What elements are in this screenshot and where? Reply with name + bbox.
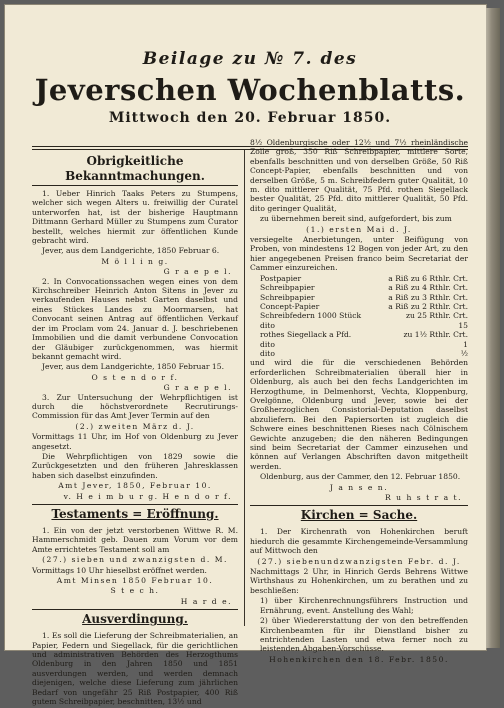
price-item: Concept-Papier	[260, 301, 320, 311]
church-meeting: Nachmittags 2 Uhr, in Hinrich Gerds Behrens Wittwe Wirthshaus zu Hohenkirchen, um zu berathen und zu beschließen:	[250, 567, 468, 595]
supplement-line: Beilage zu № 7. des	[142, 49, 358, 69]
testament-place: Amt Minsen 1850 Februar 10.	[56, 576, 214, 586]
auction-continued: 8½ Oldenburgische oder 12½ und 7½ rheinländische Zolle groß, 350 Riß Schreibpapier, mittlere Sorte, ebenfalls beschnitten und von derselben Größe, 50 Riß Concept-Papier, ebenfalls beschnitten und von derselben Größe, 5 m. Schreibfedern guter Qualität, 10 m. dito mittlerer Qualität, 75 Pfd. rothen Siegellack bester Qualität, 25 Pfd. dito mittlerer Qualität, 50 Pfd. dito geringer Qualität,	[250, 138, 468, 213]
date-line: (1.) ersten Mai d. J.	[306, 224, 412, 234]
auction-delivery: und wird die für die verschiedenen Behörden erforderlichen Schreibmaterialien überall hier in Oldenburg, als auch bei den fechs Landgerichten im Herzogthume, in Delmenhorst, Vechta, Kloppenburg, Ovelgönne, Oldenburg und Jever, sowie bei der Großherzoglichen Consistorial-Deputation daselbst abzuliefern. Bei den Papiersorten ist zugleich die Schwere eines beschnittenen Rieses nach Cölnischem Gewichte anzugeben; die den näheren Bedingungen sind beim Secretariat der Cammer einzusehen und können auf Verlangen Abschriften davon mitgetheilt werden.	[250, 358, 468, 471]
signature: R u h s t r a t.	[385, 493, 462, 503]
signature: G r a e p e l.	[163, 267, 232, 277]
price-row	[250, 321, 468, 330]
price-row	[250, 283, 468, 292]
price-item: dito	[260, 320, 275, 330]
price-row	[250, 349, 468, 358]
price-row	[250, 311, 468, 320]
church-notice: 1. Der Kirchenrath von Hohenkirchen beruft hiedurch die gesammte Kirchengemeinde-Versammlung auf Mittwoch den	[250, 527, 468, 556]
page-edge-shadow	[486, 8, 500, 648]
section-rule	[250, 505, 468, 506]
signature: v. H e i m b u r g. H e n d o r f.	[63, 491, 232, 501]
signature: G r a e p e l.	[163, 383, 232, 393]
price-item: Postpapier	[260, 273, 302, 283]
section-heading-testament: Testaments = Eröffnung.	[51, 507, 219, 521]
column-divider	[244, 150, 245, 626]
signature: O s t e n d o r f.	[91, 372, 179, 382]
price-value: a Riß zu 6 Rthlr. Crt.	[388, 273, 468, 283]
agenda-item: 1) über Kirchenrechnungsführers Instruction und Ernährung, event. Anstellung des Wahl;	[260, 596, 468, 615]
signature: M ö l l i n g.	[101, 256, 169, 266]
official-notice-3-detail: Die Wehrpflichtigen von 1829 sowie die Zurückgesetzten und den früheren Jahresklassen haben sich daselbst einzufinden.	[32, 451, 238, 480]
testament-time: Vormittags 10 Uhr hieselbst eröffnet werden.	[32, 565, 207, 575]
agenda-item: 2) über Wiedererstattung der von den betreffenden Kirchenbeamten für ihr Dienstland bisher zu entrichtenden Lasten und etwa ferner noch zu leistenden Abgaben-Vorschüsse.	[260, 616, 468, 654]
price-value: 15	[458, 320, 468, 330]
signature: H a r d e.	[180, 596, 232, 606]
price-item: rothes Siegellack a Pfd.	[260, 330, 352, 340]
price-value: 1	[463, 339, 468, 349]
section-heading-official: Obrigkeitliche Bekanntmachungen.	[32, 154, 238, 186]
left-column	[32, 152, 238, 708]
auction-notice: 1. Es soll die Lieferung der Schreibmaterialien, an Papier, Federn und Siegellack, für die gerichtlichen und administrativen Behörden des Herzogthums Oldenburg in den Jahren 1850 und 1851 ausverdungen werden, und werden demnach diejenigen, welche diese Lieferung zum jährlichen Bedarf von ungefähr 25 Riß Postpapier, 400 Riß gutem Schreibpapier, beschnitten, 13½ und	[32, 631, 238, 707]
price-value: zu 25 Rthlr. Crt.	[406, 311, 468, 321]
price-row	[250, 293, 468, 302]
date-line: (2.) zweiten März d. J.	[75, 421, 195, 431]
price-item: Schreibpapier	[260, 283, 315, 293]
official-notice-3: 3. Zur Untersuchung der Wehrpflichtigen ist durch die höchstverordnete Recrutirungs-Commission für das Amt Jever Termin auf den	[32, 392, 238, 421]
price-value: a Riß zu 4 Rthlr. Crt.	[388, 283, 468, 293]
section-rule	[32, 609, 238, 610]
price-row	[250, 340, 468, 349]
official-notice-1-place: Jever, aus dem Landgerichte, 1850 Februar 6.	[42, 246, 220, 256]
section-rule	[32, 504, 238, 505]
testament-notice: 1. Ein von der jetzt verstorbenen Wittwe R. M. Hammerschmidt geb. Dauen zum Vorum vor dem Amte errichtetes Testament soll am	[32, 526, 238, 554]
price-item: Schreibpapier	[260, 292, 315, 302]
price-row	[250, 330, 468, 339]
date-line: (27.) siebenundzwanzigsten Febr. d. J.	[257, 556, 461, 566]
signature: J a n s e n.	[329, 482, 389, 492]
price-item: dito	[260, 348, 275, 358]
issue-date: Mittwoch den 20. Februar 1850.	[108, 110, 392, 126]
church-agenda	[250, 596, 468, 653]
price-value: ½	[460, 348, 468, 358]
auction-instructions: versiegelte Anerbietungen, unter Beifügung von Proben, von mindestens 12 Bogen von jeder Art, zu den hier angegebenen Preisen franco beim Secretariat der Cammer einzureichen.	[250, 235, 468, 273]
price-item: dito	[260, 339, 275, 349]
church-place: Hohenkirchen den 18. Febr. 1850.	[269, 654, 449, 664]
price-row	[250, 274, 468, 283]
price-item: Schreibfedern 1000 Stück	[260, 311, 362, 321]
price-row	[250, 302, 468, 311]
masthead	[30, 48, 470, 127]
price-value: zu 1½ Rthlr. Crt.	[403, 330, 468, 340]
newspaper-title: Jeverschen Wochenblatts.	[34, 73, 466, 107]
official-notice-2-place: Jever, aus dem Landgerichte, 1850 Februar 15.	[42, 362, 225, 372]
price-value: a Riß zu 3 Rthlr. Crt.	[388, 292, 468, 302]
right-column	[250, 138, 468, 665]
official-notice-1: 1. Ueber Hinrich Taaks Peters zu Stumpens, welcher sich wegen Alters u. freiwillig der Curatel unterworfen hat, ist der bisherige Hauptmann Dittmann Gerhard Müller zu Stumpens zum Curator bestellt, welches hiermit zur öffentlichen Kunde gebracht wird.	[32, 189, 238, 246]
date-line: (27.) sieben und zwanzigsten d. M.	[42, 555, 228, 565]
section-heading-auction: Ausverdingung.	[82, 612, 188, 627]
official-notice-3-place: Amt Jever, 1850, Februar 10.	[58, 481, 212, 491]
price-list	[250, 274, 468, 359]
auction-deadline-intro: zu übernehmen bereit sind, aufgefordert, bis zum	[260, 214, 452, 224]
price-value: a Riß zu 2 Rthlr. Crt.	[388, 301, 468, 311]
official-notice-2: 2. In Convocationssachen wegen eines von dem Kirchschreiber Heinrich Anton Sitens in Jever zu verkaufenden Hauses nebst Garten daselbst und eines Stückes Landes zu Moormarsen, hat Convocant seinen Antrag auf öffentlichen Verkauf der im Proclam vom 24. Januar d. J. beschriebenen Immobilien und die damit verbundene Convocation der Gläubiger zurückgenommen, was hiermit bekannt gemacht wird.	[32, 276, 238, 361]
official-notice-3-time: Vormittags 11 Uhr, im Hof von Oldenburg zu Jever angesetzt.	[32, 432, 238, 451]
section-heading-church: Kirchen = Sache.	[300, 508, 418, 523]
auction-place: Oldenburg, aus der Cammer, den 12. Februar 1850.	[260, 472, 461, 482]
signature: S t e c h.	[110, 586, 160, 596]
